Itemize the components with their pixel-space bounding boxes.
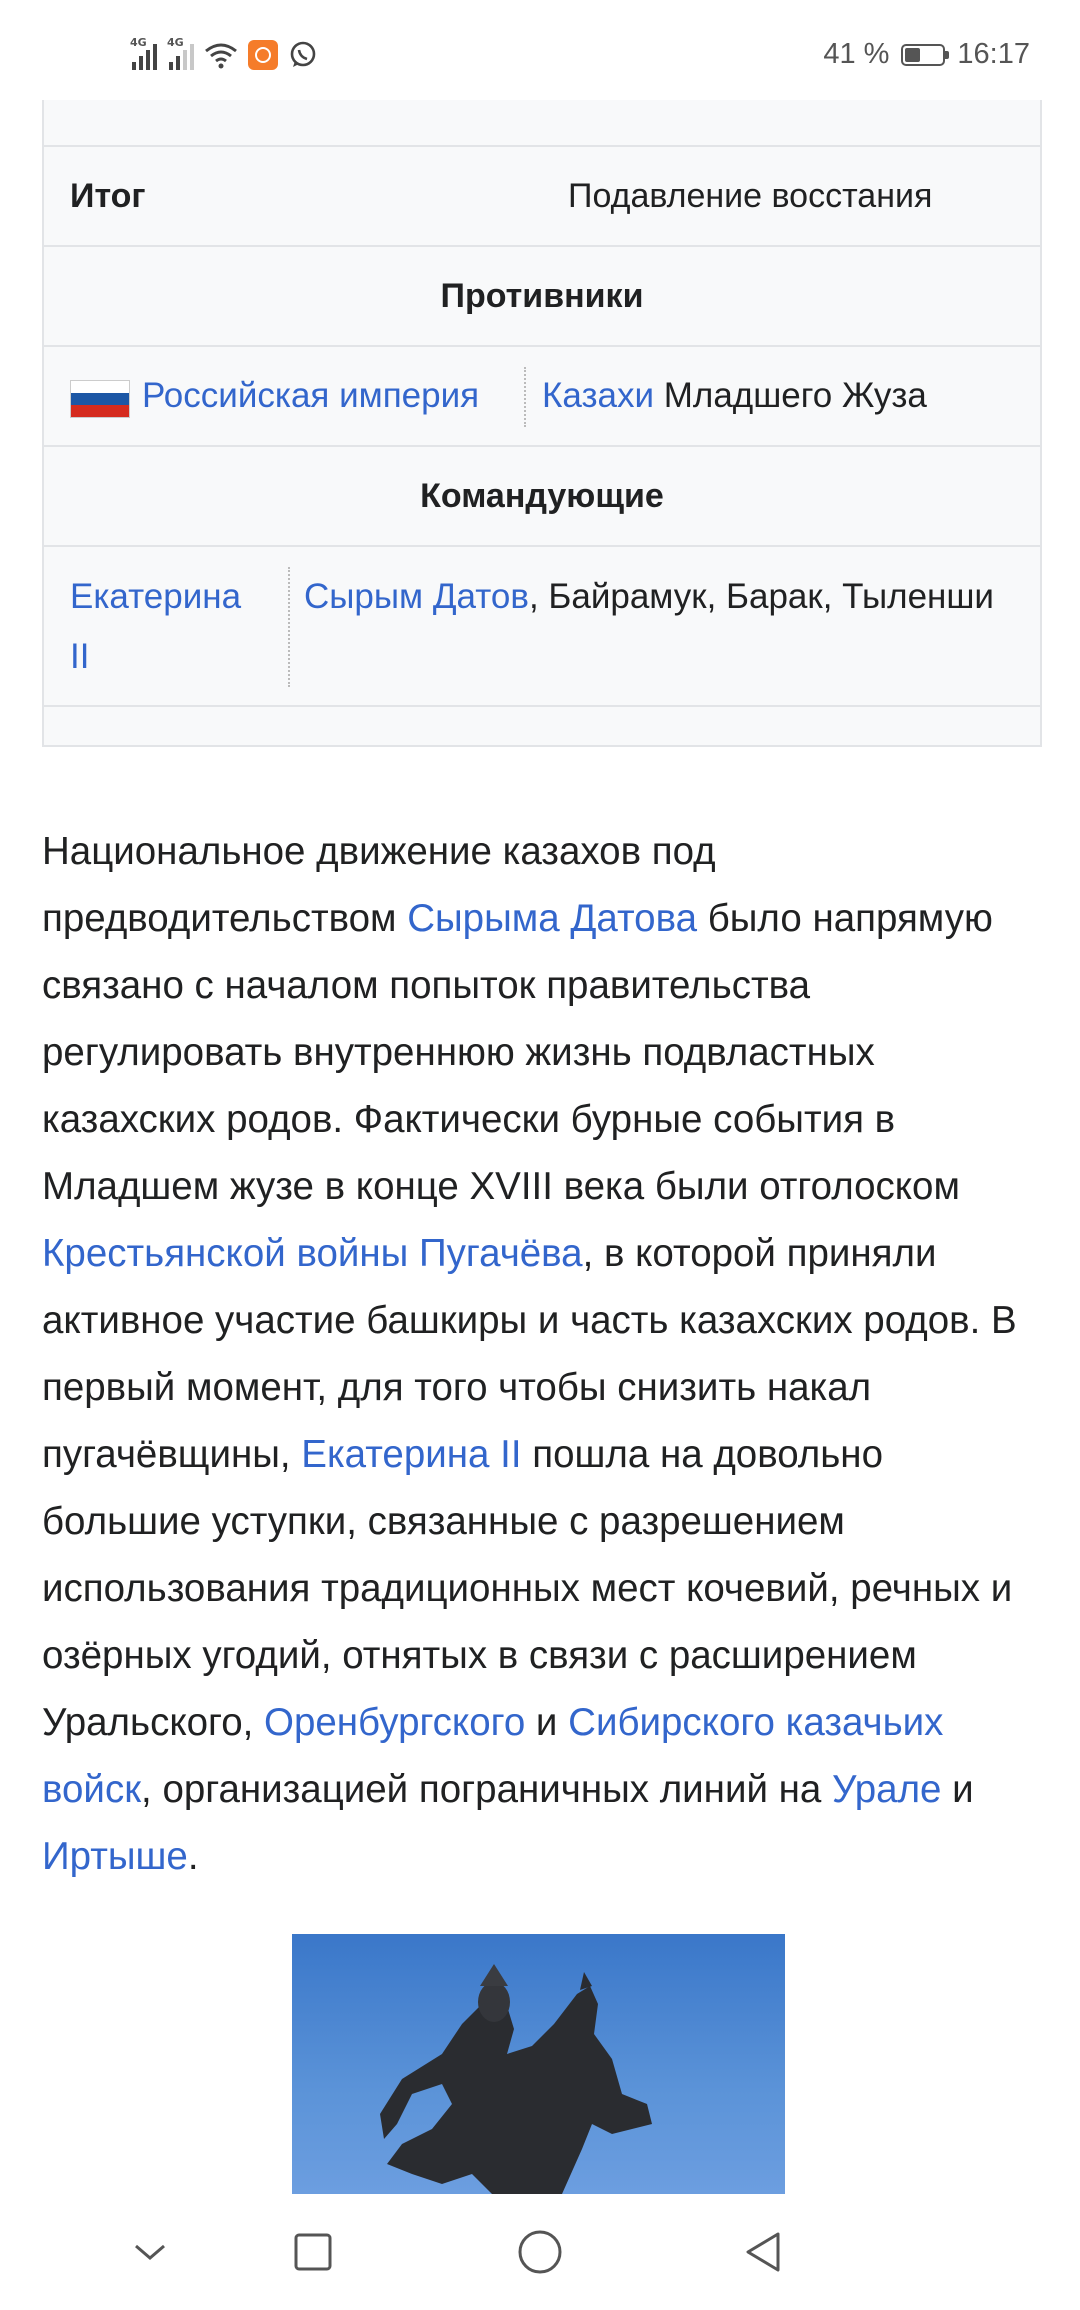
commanders-header (44, 447, 1040, 547)
article-image-monument[interactable] (292, 1934, 785, 2194)
link-syrym-datov-article[interactable]: Сырыма Датова (407, 897, 698, 940)
outcome-value: Подавление восстания (568, 176, 933, 215)
opponents-header (44, 247, 1040, 347)
link-kazakhs[interactable]: Казахи (542, 376, 655, 415)
link-pugachev-war[interactable]: Крестьянской войны Пугачёва (42, 1232, 583, 1275)
opponents-header-label: Противники (440, 276, 644, 315)
signal-icon (167, 36, 194, 70)
system-navigation-bar (0, 2194, 1080, 2310)
paragraph-text: и (525, 1701, 569, 1744)
paragraph-text: Национальное движение казахов под предводительством (42, 830, 716, 940)
infobox-row-empty (44, 707, 1040, 745)
app-notification-icon (248, 40, 278, 70)
opponent-right-text: Младшего Жуза (654, 376, 927, 415)
paragraph-text: и (941, 1768, 974, 1811)
paragraph-text: пошла на довольно большие уступки, связанные с разрешением использования традиционных мест кочевий, речных и озёрных угодий, отнятых в связи с расширением Уральского, (42, 1433, 1013, 1744)
cell-divider (288, 567, 290, 687)
wifi-icon (204, 41, 238, 69)
network-type-label: 4G (130, 36, 147, 49)
home-icon[interactable] (510, 2222, 570, 2282)
link-irtysh[interactable]: Иртыше (42, 1835, 188, 1878)
outcome-label: Итог (70, 176, 146, 215)
network-type-label: 4G (167, 36, 184, 49)
link-orenburg[interactable]: Оренбургского (264, 1701, 526, 1744)
recent-apps-icon[interactable] (283, 2222, 343, 2282)
clock: 16:17 (957, 38, 1030, 70)
infobox-row-commanders (44, 547, 1040, 707)
link-russian-empire[interactable]: Российская империя (142, 376, 480, 415)
back-icon[interactable] (733, 2222, 793, 2282)
status-bar-left (130, 36, 318, 70)
whatsapp-icon (288, 40, 318, 70)
signal-icon (130, 36, 157, 70)
link-catherine-ii-article[interactable]: Екатерина II (301, 1433, 522, 1476)
monument-statue-image (292, 1934, 785, 2194)
commanders-header-label: Командующие (420, 476, 664, 515)
battery-icon (901, 44, 945, 66)
opponent-right-cell (542, 376, 927, 416)
infobox-row-outcome (44, 147, 1040, 247)
paragraph-text: , организацией пограничных линий на (141, 1768, 833, 1811)
link-catherine-ii[interactable]: Екатерина II (70, 577, 242, 676)
infobox-row-opponents (44, 347, 1040, 447)
infobox-table (42, 60, 1042, 747)
battery-percent: 41 % (823, 38, 890, 70)
status-bar-right (823, 38, 1030, 71)
commander-right-cell (304, 567, 1004, 627)
paragraph-text: было напрямую связано с началом попыток правительства регулировать внутреннюю жизнь подвластных казахских родов. Фактически бурные события в Младшем жузе в конце XVIII века были отголоском (42, 897, 993, 1208)
article-paragraph (42, 818, 1052, 1890)
link-syrym-datov[interactable]: Сырым Датов (304, 577, 529, 616)
paragraph-text: . (187, 1835, 199, 1878)
cell-divider (524, 367, 526, 427)
link-ural[interactable]: Урале (832, 1768, 942, 1811)
chevron-down-icon[interactable] (120, 2222, 180, 2282)
status-bar (0, 0, 1080, 100)
commander-right-text: , Байрамук, Барак, Тыленши (528, 577, 994, 616)
link-siberian-cossacks[interactable]: Сибирского казачьих войск (42, 1701, 944, 1811)
paragraph-text: , в которой приняли активное участие башкиры и часть казахских родов. В первый момент, для того чтобы снизить накал пугачёвщины, (42, 1232, 1017, 1476)
russia-flag-icon (70, 380, 130, 418)
